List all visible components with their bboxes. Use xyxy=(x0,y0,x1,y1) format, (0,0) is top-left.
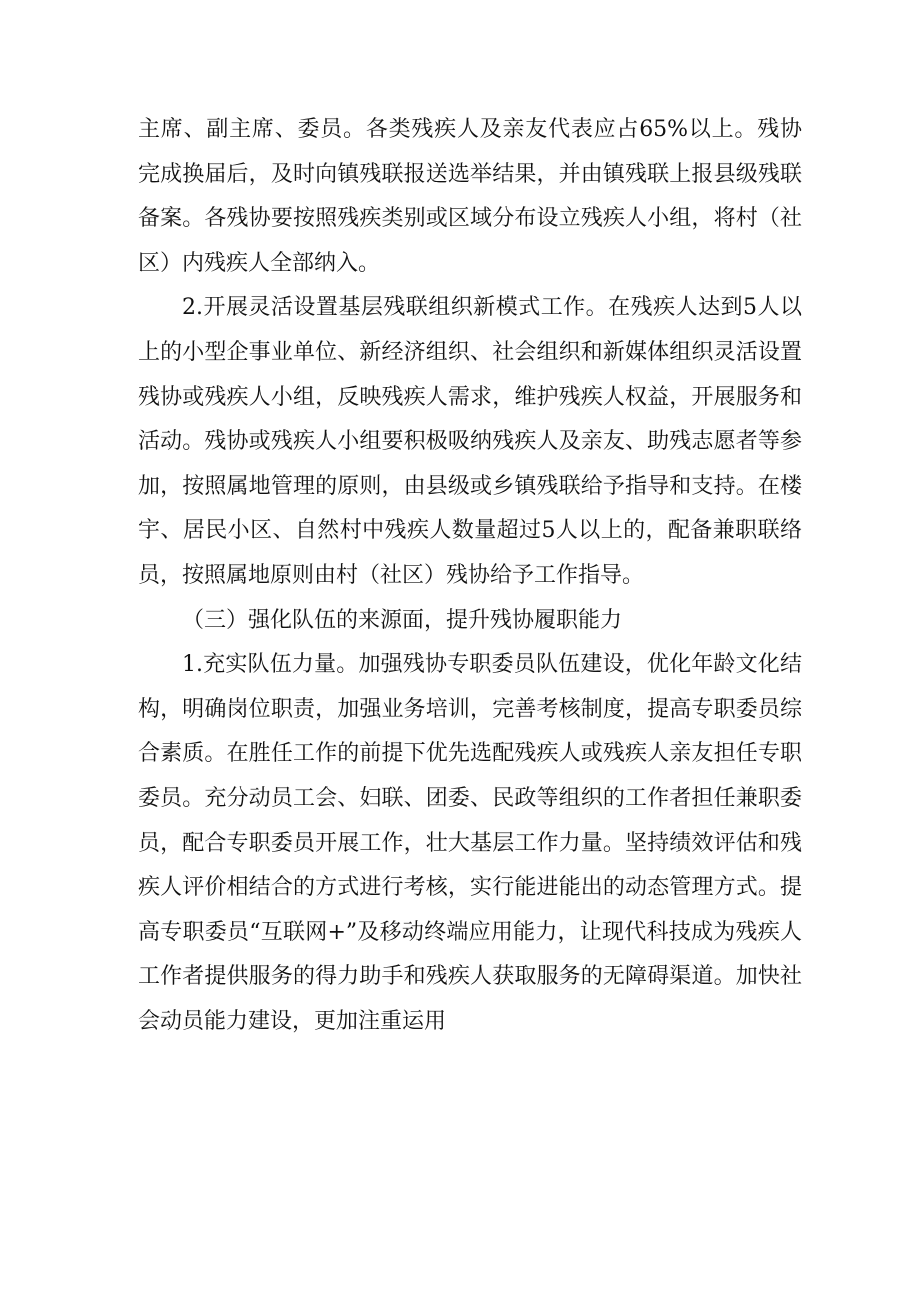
section-heading-team: （三）强化队伍的来源面，提升残协履职能力 xyxy=(182,607,623,633)
paragraph-team-strength: 1.充实队伍力量。加强残协专职委员队伍建设，优化年龄文化结构，明确岗位职责，加强业务培训，完善考核制度，提高专职委员综合素质。在胜任工作的前提下优先选配残疾人或残疾人亲友担任专职委员。充分动员工会、妇联、团委、民政等组织的工作者担任兼职委员，配合专职委员开展工作，壮大基层工作力量。坚持绩效评估和残疾人评价相结合的方式进行考核，实行能进能出的动态管理方式。提高专职委员“互联网+”及移动终端应用能力，让现代科技成为残疾人工作者提供服务的得力助手和残疾人获取服务的无障碍渠道。加快社会动员能力建设，更加注重运用 xyxy=(138,652,802,1034)
document-body xyxy=(138,108,802,1044)
paragraph-continuation: 主席、副主席、委员。各类残疾人及亲友代表应占65%以上。残协完成换届后，及时向镇残联报送选举结果，并由镇残联上报县级残联备案。各残协要按照残疾类别或区域分布设立残疾人小组，将村（社区）内残疾人全部纳入。 xyxy=(138,117,802,276)
paragraph-new-model-work: 2.开展灵活设置基层残联组织新模式工作。在残疾人达到5人以上的小型企事业单位、新经济组织、社会组织和新媒体组织灵活设置残协或残疾人小组，反映残疾人需求，维护残疾人权益，开展服务和活动。残协或残疾人小组要积极吸纳残疾人及亲友、助残志愿者等参加，按照属地管理的原则，由县级或乡镇残联给予指导和支持。在楼宇、居民小区、自然村中残疾人数量超过5人以上的，配备兼职联络员，按照属地原则由村（社区）残协给予工作指导。 xyxy=(138,295,802,588)
